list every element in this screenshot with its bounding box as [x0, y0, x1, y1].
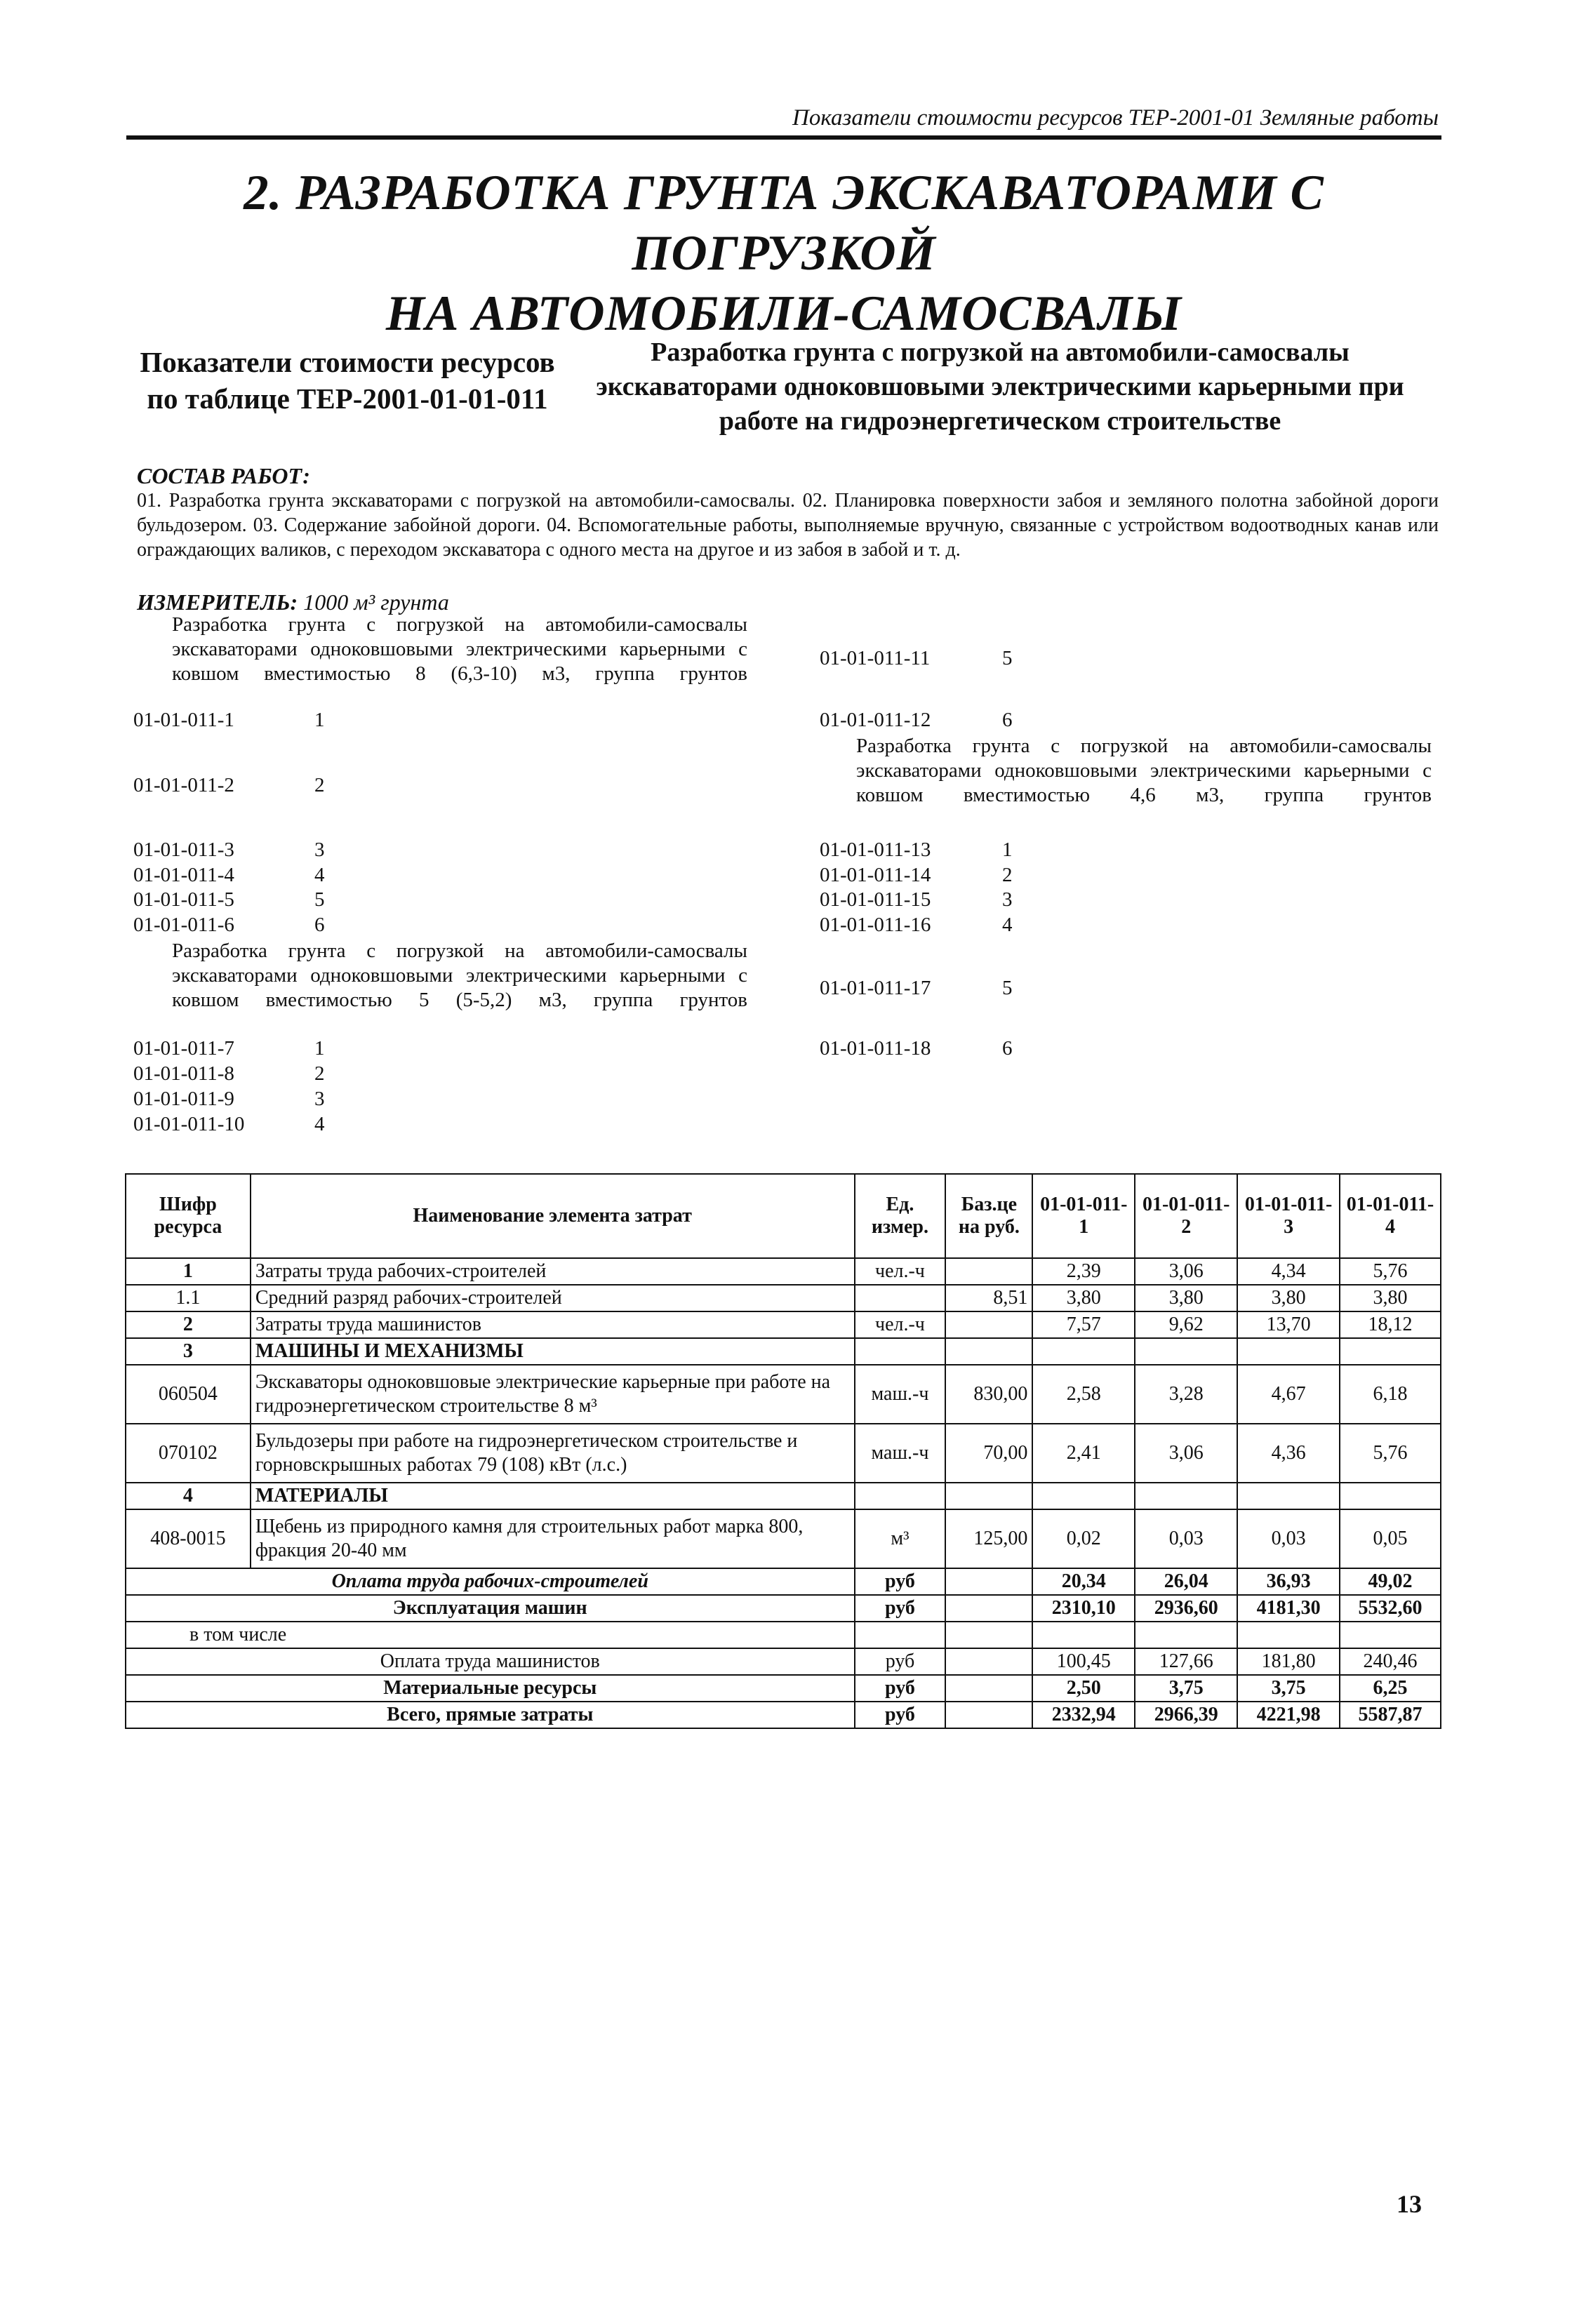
summary-row [126, 1648, 1441, 1675]
group-number: 3 [314, 839, 325, 861]
summary-row [126, 1622, 1441, 1648]
cell-unit [855, 1285, 946, 1311]
col-header-name: Наименование элемента затрат [251, 1174, 855, 1258]
cell-value: 4,67 [1237, 1365, 1340, 1424]
cell-unit: маш.-ч [855, 1365, 946, 1424]
col-header-code: Шифр ресурса [126, 1174, 251, 1258]
cell-base [945, 1338, 1032, 1365]
summary-value: 5532,60 [1340, 1595, 1441, 1622]
col-header-c3: 01-01-011-3 [1237, 1174, 1340, 1258]
table-row [126, 1509, 1441, 1568]
group-number: 4 [314, 1113, 325, 1135]
running-header: Показатели стоимости ресурсов ТЕР-2001-01 Земляные работы [792, 105, 1439, 131]
group-description-3: Разработка грунта с погрузкой на автомобили-самосвалы экскаваторами одноковшовыми электрическими карьерными с ковшом вместимостью 4,6 м3, группа грунтов [856, 735, 1432, 806]
summary-unit: руб [855, 1648, 946, 1675]
summary-value [1237, 1622, 1340, 1648]
summary-value: 4221,98 [1237, 1702, 1340, 1728]
cell-name: Затраты труда машинистов [251, 1311, 855, 1338]
cell-value [1340, 1338, 1441, 1365]
summary-unit: руб [855, 1675, 946, 1702]
cell-base: 70,00 [945, 1424, 1032, 1483]
summary-name: Оплата труда рабочих-строителей [126, 1568, 855, 1595]
chapter-title [126, 163, 1441, 344]
summary-value: 6,25 [1340, 1675, 1441, 1702]
summary-value [1032, 1622, 1135, 1648]
summary-base [945, 1568, 1032, 1595]
summary-value: 127,66 [1135, 1648, 1237, 1675]
cell-value: 18,12 [1340, 1311, 1441, 1338]
cell-code: 060504 [126, 1365, 251, 1424]
group-number: 3 [1002, 888, 1013, 911]
cell-name: Экскаваторы одноковшовые электрические карьерные при работе на гидроэнергетическом строительстве 8 м³ [251, 1365, 855, 1424]
summary-unit [855, 1622, 946, 1648]
resource-table-heading [126, 344, 568, 417]
cell-value: 2,39 [1032, 1258, 1135, 1285]
cell-value: 5,76 [1340, 1258, 1441, 1285]
summary-name: Всего, прямые затраты [126, 1702, 855, 1728]
cell-value: 0,03 [1135, 1509, 1237, 1568]
summary-value: 4181,30 [1237, 1595, 1340, 1622]
summary-value: 3,75 [1135, 1675, 1237, 1702]
table-header-row [126, 1174, 1441, 1258]
cell-value: 3,80 [1237, 1285, 1340, 1311]
col-header-c1: 01-01-011-1 [1032, 1174, 1135, 1258]
cell-value: 9,62 [1135, 1311, 1237, 1338]
code-item: 01-01-011-12 [820, 709, 931, 731]
composition-text: 01. Разработка грунта экскаваторами с погрузкой на автомобили-самосвалы. 02. Планировка поверхности забоя и земляного полотна забойной дороги бульдозером. 03. Содержание забойной дороги. 04. Вспомогательные работы, выполняемые вручную, связанные с устройством водоотводных канав или ограждающих валиков, с переходом экскаватора с одного места на другое и из забоя в забой и т. д. [137, 490, 1439, 561]
cell-value [1135, 1338, 1237, 1365]
summary-unit: руб [855, 1568, 946, 1595]
group-number: 6 [1002, 709, 1013, 731]
cell-name: Бульдозеры при работе на гидроэнергетическом строительстве и горновскрышных работах 79 (108) кВт (л.с.) [251, 1424, 855, 1483]
group-number: 1 [1002, 839, 1013, 861]
cell-value [1032, 1338, 1135, 1365]
cell-value [1340, 1483, 1441, 1509]
col-header-unit: Ед. измер. [855, 1174, 946, 1258]
group-number: 5 [314, 888, 325, 911]
header-rule [126, 135, 1441, 140]
resource-cost-table [125, 1173, 1441, 1729]
cell-base [945, 1311, 1032, 1338]
group-number: 4 [1002, 914, 1013, 936]
cell-unit: чел.-ч [855, 1258, 946, 1285]
cell-unit: м³ [855, 1509, 946, 1568]
summary-value: 26,04 [1135, 1568, 1237, 1595]
table-section-row [126, 1338, 1441, 1365]
summary-base [945, 1648, 1032, 1675]
cell-code: 070102 [126, 1424, 251, 1483]
code-item: 01-01-011-16 [820, 914, 931, 936]
col-header-c2: 01-01-011-2 [1135, 1174, 1237, 1258]
cell-value: 5,76 [1340, 1424, 1441, 1483]
table-row [126, 1311, 1441, 1338]
cell-value: 0,05 [1340, 1509, 1441, 1568]
code-item: 01-01-011-7 [133, 1037, 234, 1060]
cell-code: 1.1 [126, 1285, 251, 1311]
cell-unit: чел.-ч [855, 1311, 946, 1338]
cell-value: 4,36 [1237, 1424, 1340, 1483]
summary-value: 49,02 [1340, 1568, 1441, 1595]
meter-value: 1000 м³ грунта [303, 589, 449, 615]
code-item: 01-01-011-18 [820, 1037, 931, 1060]
cell-base: 8,51 [945, 1285, 1032, 1311]
table-row [126, 1365, 1441, 1424]
cell-value [1032, 1483, 1135, 1509]
code-item: 01-01-011-15 [820, 888, 931, 911]
summary-value: 2936,60 [1135, 1595, 1237, 1622]
work-heading-line2: экскаваторами одноковшовыми электрическими карьерными при [596, 372, 1404, 401]
cell-value: 7,57 [1032, 1311, 1135, 1338]
cell-value: 3,06 [1135, 1424, 1237, 1483]
code-item: 01-01-011-2 [133, 774, 234, 796]
summary-value [1340, 1622, 1441, 1648]
chapter-title-line2: НА АВТОМОБИЛИ-САМОСВАЛЫ [385, 286, 1182, 341]
code-item: 01-01-011-3 [133, 839, 234, 861]
summary-unit: руб [855, 1702, 946, 1728]
group-number: 3 [314, 1088, 325, 1110]
work-heading-line3: работе на гидроэнергетическом строительстве [719, 406, 1281, 436]
cell-value: 3,06 [1135, 1258, 1237, 1285]
cell-code: 1 [126, 1258, 251, 1285]
col-header-base: Баз.це на руб. [945, 1174, 1032, 1258]
summary-value: 36,93 [1237, 1568, 1340, 1595]
summary-name: Эксплуатация машин [126, 1595, 855, 1622]
cell-base: 125,00 [945, 1509, 1032, 1568]
code-item: 01-01-011-1 [133, 709, 234, 731]
group-number: 6 [1002, 1037, 1013, 1060]
table-section-row [126, 1483, 1441, 1509]
summary-value: 240,46 [1340, 1648, 1441, 1675]
summary-base [945, 1622, 1032, 1648]
summary-row [126, 1595, 1441, 1622]
summary-base [945, 1675, 1032, 1702]
table-row [126, 1258, 1441, 1285]
summary-value: 20,34 [1032, 1568, 1135, 1595]
code-item: 01-01-011-4 [133, 864, 234, 886]
code-item: 01-01-011-11 [820, 647, 931, 669]
cell-value: 13,70 [1237, 1311, 1340, 1338]
cell-code: 4 [126, 1483, 251, 1509]
summary-value: 3,75 [1237, 1675, 1340, 1702]
cell-name: Средний разряд рабочих-строителей [251, 1285, 855, 1311]
group-number: 4 [314, 864, 325, 886]
summary-value: 2966,39 [1135, 1702, 1237, 1728]
summary-value: 100,45 [1032, 1648, 1135, 1675]
group-number: 2 [1002, 864, 1013, 886]
composition-label: СОСТАВ РАБОТ: [137, 463, 310, 488]
code-item: 01-01-011-8 [133, 1062, 234, 1085]
group-number: 2 [314, 774, 325, 796]
group-description-1: Разработка грунта с погрузкой на автомобили-самосвалы экскаваторами одноковшовыми электрическими карьерными с ковшом вместимостью 8 (6,3-10) м3, группа грунтов [172, 613, 747, 685]
cell-value: 3,80 [1032, 1285, 1135, 1311]
cell-unit [855, 1338, 946, 1365]
work-heading-line1: Разработка грунта с погрузкой на автомобили-самосвалы [651, 338, 1350, 367]
cell-unit [855, 1483, 946, 1509]
summary-value: 181,80 [1237, 1648, 1340, 1675]
code-item: 01-01-011-17 [820, 977, 931, 999]
work-heading [561, 335, 1439, 439]
summary-value [1135, 1622, 1237, 1648]
cell-base: 830,00 [945, 1365, 1032, 1424]
summary-row [126, 1675, 1441, 1702]
cell-name: Щебень из природного камня для строительных работ марка 800, фракция 20-40 мм [251, 1509, 855, 1568]
cell-code: 2 [126, 1311, 251, 1338]
code-item: 01-01-011-6 [133, 914, 234, 936]
meter-label: ИЗМЕРИТЕЛЬ: [137, 589, 298, 615]
group-number: 1 [314, 1037, 325, 1060]
code-item: 01-01-011-9 [133, 1088, 234, 1110]
summary-name: Материальные ресурсы [126, 1675, 855, 1702]
cell-code: 408-0015 [126, 1509, 251, 1568]
cell-value: 0,03 [1237, 1509, 1340, 1568]
col-header-c4: 01-01-011-4 [1340, 1174, 1441, 1258]
cell-code: 3 [126, 1338, 251, 1365]
summary-base [945, 1595, 1032, 1622]
group-number: 5 [1002, 647, 1013, 669]
cell-base [945, 1258, 1032, 1285]
meter-line [137, 589, 449, 615]
summary-total-row [126, 1702, 1441, 1728]
page-number: 13 [1397, 2190, 1422, 2218]
summary-unit: руб [855, 1595, 946, 1622]
cell-value: 0,02 [1032, 1509, 1135, 1568]
cell-name: МАТЕРИАЛЫ [251, 1483, 855, 1509]
code-item: 01-01-011-14 [820, 864, 931, 886]
cell-value: 2,58 [1032, 1365, 1135, 1424]
cell-name: МАШИНЫ И МЕХАНИЗМЫ [251, 1338, 855, 1365]
cell-value [1237, 1483, 1340, 1509]
table-row [126, 1285, 1441, 1311]
group-number: 2 [314, 1062, 325, 1085]
code-item: 01-01-011-10 [133, 1113, 245, 1135]
summary-name: в том числе [126, 1622, 855, 1648]
cell-unit: маш.-ч [855, 1424, 946, 1483]
summary-value: 2332,94 [1032, 1702, 1135, 1728]
cell-value [1135, 1483, 1237, 1509]
cell-value: 4,34 [1237, 1258, 1340, 1285]
code-item: 01-01-011-5 [133, 888, 234, 911]
cell-value: 6,18 [1340, 1365, 1441, 1424]
cell-name: Затраты труда рабочих-строителей [251, 1258, 855, 1285]
group-description-2: Разработка грунта с погрузкой на автомобили-самосвалы экскаваторами одноковшовыми электрическими карьерными с ковшом вместимостью 5 (5-5,2) м3, группа грунтов [172, 940, 747, 1011]
group-number: 5 [1002, 977, 1013, 999]
group-number: 6 [314, 914, 325, 936]
code-item: 01-01-011-13 [820, 839, 931, 861]
group-number: 1 [314, 709, 325, 731]
cell-value: 3,80 [1135, 1285, 1237, 1311]
resource-table-heading-line2: по таблице ТЕР-2001-01-01-011 [147, 382, 548, 415]
cell-value: 2,41 [1032, 1424, 1135, 1483]
summary-row [126, 1568, 1441, 1595]
cell-base [945, 1483, 1032, 1509]
summary-value: 2,50 [1032, 1675, 1135, 1702]
summary-name: Оплата труда машинистов [126, 1648, 855, 1675]
summary-base [945, 1702, 1032, 1728]
cell-value [1237, 1338, 1340, 1365]
summary-value: 5587,87 [1340, 1702, 1441, 1728]
summary-value: 2310,10 [1032, 1595, 1135, 1622]
cell-value: 3,80 [1340, 1285, 1441, 1311]
table-row [126, 1424, 1441, 1483]
resource-table-heading-line1: Показатели стоимости ресурсов [140, 346, 555, 378]
cell-value: 3,28 [1135, 1365, 1237, 1424]
chapter-title-line1: 2. РАЗРАБОТКА ГРУНТА ЭКСКАВАТОРАМИ С ПОГРУЗКОЙ [244, 166, 1324, 281]
